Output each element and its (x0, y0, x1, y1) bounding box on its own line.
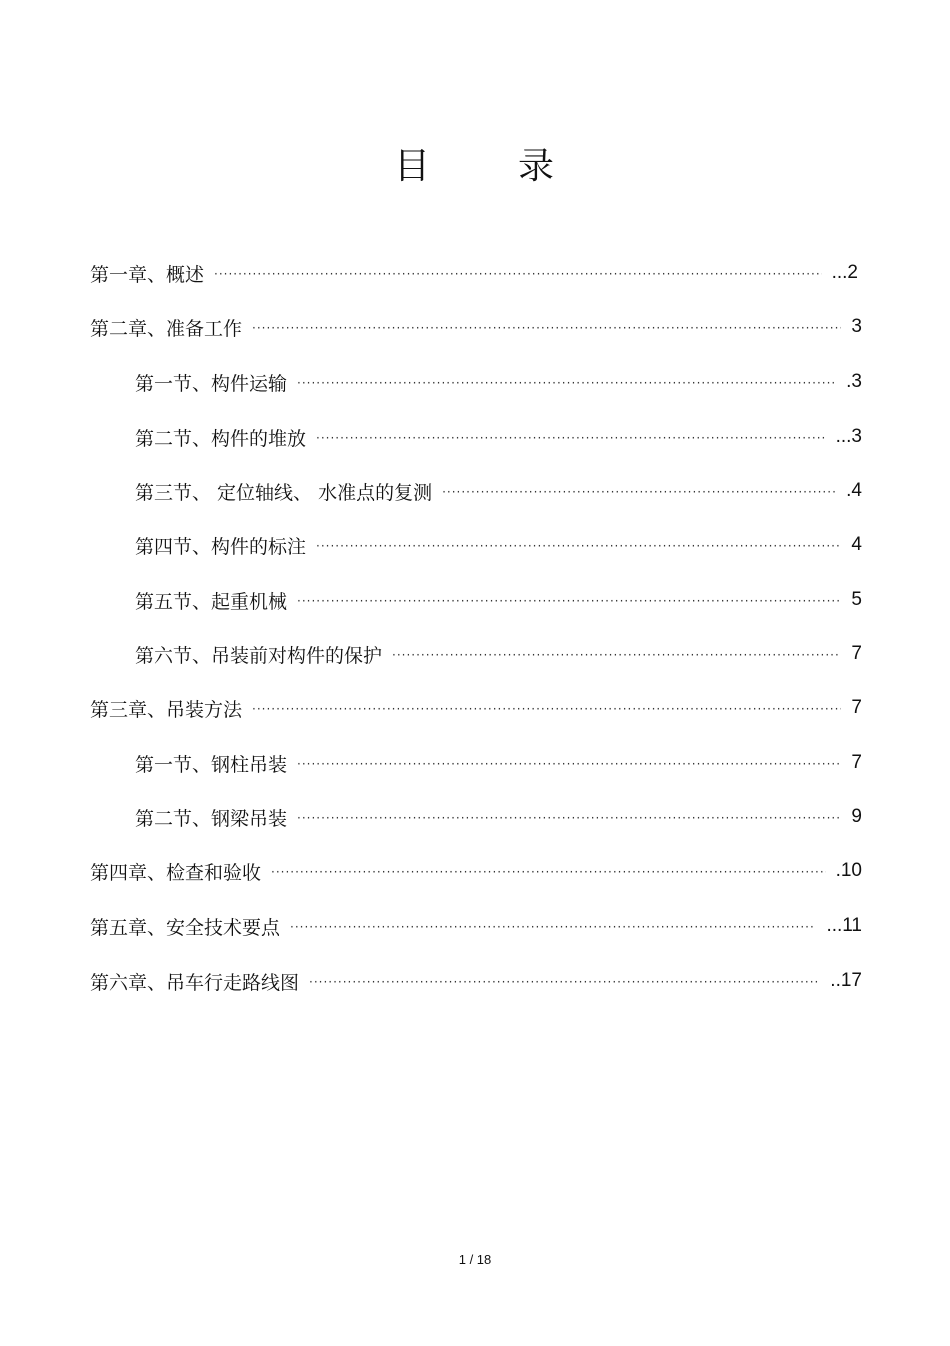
toc-entry-page: ...11 (826, 915, 862, 936)
toc-entry-section-2-4[interactable] (135, 530, 862, 560)
toc-entry-chapter-2[interactable] (90, 312, 862, 342)
toc-entry-label: 第五章、安全技术要点 (90, 916, 281, 939)
toc-leader-dots (316, 537, 841, 553)
toc-entry-label: 第五节、起重机械 (135, 590, 288, 613)
toc-leader-dots (252, 700, 841, 716)
toc-entry-page: ..17 (830, 970, 862, 991)
toc-entry-label: 第六节、吊装前对构件的保护 (135, 644, 383, 667)
toc-entry-chapter-6[interactable] (90, 966, 862, 996)
toc-leader-dots (297, 374, 836, 390)
toc-entry-chapter-4[interactable] (90, 856, 862, 886)
toc-entry-section-2-5[interactable] (135, 585, 862, 615)
toc-entry-page: ...3 (835, 426, 862, 447)
toc-entry-section-3-1[interactable] (135, 748, 862, 778)
toc-leader-dots (214, 265, 822, 281)
toc-entry-page: .4 (846, 480, 862, 501)
toc-leader-dots (271, 863, 826, 879)
toc-entry-page: 3 (851, 316, 862, 337)
title-char-1: 目 (393, 146, 432, 187)
toc-entry-label: 第一章、概述 (90, 263, 205, 286)
toc-leader-dots (316, 429, 826, 445)
toc-entry-page: .10 (835, 860, 862, 881)
toc-entry-label: 第三节、 定位轴线、 水准点的复测 (135, 481, 433, 504)
title-char-2: 录 (518, 146, 557, 187)
toc-entry-section-2-1[interactable] (135, 367, 862, 397)
toc-entry-chapter-1[interactable] (90, 258, 858, 288)
toc-entry-page: 7 (851, 697, 862, 718)
toc-leader-dots (297, 592, 841, 608)
toc-entry-section-2-3[interactable] (135, 476, 862, 506)
toc-title (0, 138, 950, 189)
toc-entry-label: 第二章、准备工作 (90, 317, 243, 340)
toc-leader-dots (297, 755, 841, 771)
toc-entry-label: 第一节、构件运输 (135, 372, 288, 395)
toc-leader-dots (392, 646, 841, 662)
toc-entry-page: 7 (851, 752, 862, 773)
toc-entry-label: 第六章、吊车行走路线图 (90, 971, 300, 994)
toc-entry-section-3-2[interactable] (135, 802, 862, 832)
toc-entry-page: ...2 (831, 262, 858, 283)
toc-entry-label: 第二节、构件的堆放 (135, 427, 307, 450)
toc-entry-chapter-5[interactable] (90, 911, 862, 941)
page-indicator: 1 / 18 (458, 1252, 492, 1267)
toc-entry-label: 第二节、钢梁吊装 (135, 807, 288, 830)
toc-leader-dots (290, 918, 816, 934)
toc-entry-page: 5 (851, 589, 862, 610)
toc-entry-label: 第一节、钢柱吊装 (135, 753, 288, 776)
toc-entry-label: 第三章、吊装方法 (90, 698, 243, 721)
toc-entry-label: 第四节、构件的标注 (135, 535, 307, 558)
toc-leader-dots (309, 973, 820, 989)
toc-entry-section-2-2[interactable] (135, 422, 862, 452)
toc-entry-page: .3 (846, 371, 862, 392)
toc-entry-label: 第四章、检查和验收 (90, 861, 262, 884)
toc-entry-page: 9 (851, 806, 862, 827)
toc-entry-chapter-3[interactable] (90, 693, 862, 723)
toc-leader-dots (252, 319, 841, 335)
toc-leader-dots (442, 483, 836, 499)
toc-entry-page: 4 (851, 534, 862, 555)
toc-entry-section-2-6[interactable] (135, 639, 862, 669)
toc-leader-dots (297, 809, 841, 825)
toc-entry-page: 7 (851, 643, 862, 664)
